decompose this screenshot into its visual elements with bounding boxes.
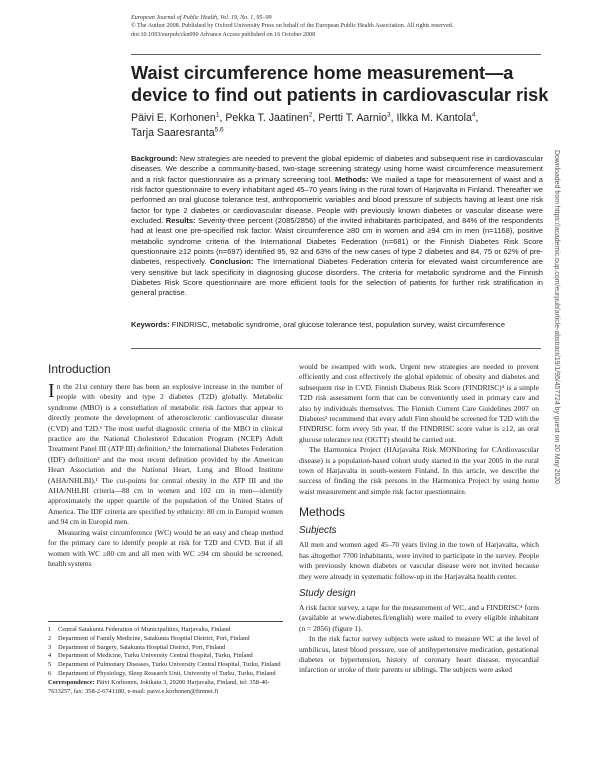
footnote-number: 2 [48,634,52,642]
download-stamp-text: Downloaded from https://academic.oup.com/eurpub/article-abstract/19/1/95/457724 by guest on 20 May 2020 [553,150,560,485]
footnote-text: Department of Medicine, Turku University Central Hospital, Turku, Finland [58,652,253,660]
abstract-methods-label: Methods: [334,174,369,184]
author-name: Ilkka M. Kantola [396,112,472,124]
drop-cap: I [48,380,55,402]
author-affiliation: 1 [215,111,220,119]
correspondence-label: Correspondence: [48,678,95,686]
footnote-text: Department of Pulmonary Diseases, Turku University Central Hospital, Turku, Finland [58,661,281,669]
footnote-text: Department of Surgery, Satakunta Hospital District, Pori, Finland [58,643,226,651]
methods-heading: Methods [299,505,346,520]
intro-paragraph: would be swamped with work. Urgent new strategies are needed to prevent efficiently and cost effectively the global epidemic of obesity and diabetes and subsequent rise in CVD. Finnish Diabetes Risk Score (FINDRISC)⁴ is a simple T2D risk assessment form that can be conveniently used in primary care and also by individuals themselves. The Finnish Current Care Guidelines 2007 on Diabetes⁵ recommend that every adult Finn should be screened for T2D with the FINDRISC form every 5th year. If the FINDRISC score value is ≥12, an oral glucose tolerance test (OGTT) should be carried out. [299,362,539,444]
author-name: Pertti T. Aarnio [318,112,387,124]
study-design-paragraph: A risk factor survey, a tape for the measurement of WC, and a FINDRISC⁴ form (available at www.diabetes.fi/english) were mailed to every eligible inhabitant (n = 2856) (figure 1). [299,602,539,633]
abstract-conclusion-label: Conclusion: [209,257,254,267]
correspondence [48,679,283,697]
footnote [48,670,283,679]
footnote-number: 3 [48,643,52,651]
author-list: Päivi E. Korhonen$^1$, Pekka T. Jaatinen$^2$, Pertti T. Aarnio$^3$, Ilkka M. Kantola$^4$, Tarja Saaresranta$^{5,6}$ [131,111,479,139]
study-design-paragraph: In the risk factor survey subjects were asked to measure WC at the level of umbilicus, latest blood pressure, use of antihypertensive medication, gestational diabetes or hypertension, history of coronary heart disease, myocardial infarction or stroke of their parents or siblings. The subjects were asked [299,634,539,675]
author-name: Pekka T. Jaatinen [225,112,309,124]
introduction-heading: Introduction [48,362,111,376]
author-affiliation: 2 [308,111,313,119]
download-stamp [553,150,572,570]
author-name: Päivi E. Korhonen [131,112,216,124]
footnote-number: 4 [48,652,52,660]
footnote-rule [48,621,283,622]
article-title: Waist circumference home measurement—a device to find out patients in cardiovascular risk [131,63,549,105]
left-column [48,362,283,569]
footnote [48,661,283,670]
study-design-heading: Study design [299,587,356,599]
author-affiliation: 4 [471,111,476,119]
subjects-heading: Subjects [299,525,337,537]
affiliation-footnotes [48,626,283,696]
doi-line: doi:10.1093/eurpub/ckn090 Advance Access published on 16 October 2008 [131,31,316,38]
right-column [299,362,539,676]
abstract-methods: We mailed a tape for measurement of waist and a risk factor questionnaire to every inhabitant aged 45–70 years living in the rural town of Harjavalta in Finland. Thereafter we performed an oral glucose tolerance test, anthropometric variables and blood pressure of subjects having at least one risk factor for type 2 diabetes or cardiovascular disease. People with previously known diabetes or vascular disease were excluded. [131,174,543,226]
abstract-results: Seventy-three percent (2085/2856) of the invited inhabitants participated, and 84% of the respondents had at least one pre-specified risk factor. Waist circumference ≥80 cm in women and ≥94 cm in men (n=1168), positive metabolic syndrome criteria of the International Diabetes Federation (n=681) or the Finnish Diabetes Risk Score questionnaire ≥12 points (n=697) identified 95, 92 and 63% of the new cases of type 2 diabetes and 84, 75 or 62% of pre-diabetes, respectively. [131,216,543,267]
footnote-number: 1 [48,626,52,633]
intro-paragraph: Measuring waist circumference (WC) would be an easy and cheap method for the primary care to identify people at risk for T2D and CVD. But if all women with WC ≥80 cm and all men with WC ≥94 cm should be screened, health systems [48,527,283,568]
abstract-background-label: Background: [131,154,178,163]
copyright-line: © The Author 2008. Published by Oxford University Press on behalf of the European Public Health Association. All rights reserved. [131,23,454,30]
footnote-number: 6 [48,669,52,677]
journal-header [131,14,521,39]
footnote [48,626,283,635]
abstract-results-label: Results: [165,216,196,226]
abstract-background: New strategies are needed to prevent the global epidemic of diabetes and subsequent rise in cardiovascular diseases. We describe a community-based, two-stage screening strategy using home waist circumference measurement and a risk factor questionnaire as a primary screening tool. [131,154,543,184]
keywords-list: FINDRISC, metabolic syndrome, oral glucose tolerance test, population survey, waist circumference [171,320,506,329]
abstract-conclusion: The International Diabetes Federation criteria for elevated waist circumference are very sensitive but lack specificity in diagnosing glucose disorders. The criteria for metabolic syndrome and the Finnish Diabetes Risk Score questionnaire are more efficient tools for the selection of patients for further risk stratification in general practise. [131,257,543,298]
footnote-text: Department of Family Medicine, Satakunta Hospital District, Pori, Finland [58,634,250,642]
footnote-number: 5 [48,661,52,669]
author-name: Tarja Saaresranta [131,127,215,139]
correspondence-text: Päivi Korhonen, Jokikatu 3, 29200 Harjavalta, Finland, tel: 358-40-7633257, fax: 358-2-6741180, e-mail: paivi.e.korhonen@fimnet.fi [48,678,270,695]
abstract [131,154,543,299]
journal-citation: European Journal of Public Health, Vol. 19, No. 1, 95–99 [131,15,272,21]
intro-paragraph-text: n the 21st century there has been an explosive increase in the number of people with obesity and type 2 diabetes (T2D) globally. Metabolic syndrome (MBO) is a constellation of metabolic risk factors that appear to directly promote the development of atherosclerotic cardiovascular disease (CVD) and T2D.¹ The most useful diagnostic criteria of the MBO in clinical practice are the National Cholesterol Education Program (NCEP) Adult Treatment Panel III (ATP III) definition,² the International Diabetes Federation (IDF) definition³ and the most recent definition provided by the American Heart Association and the National Heart, Lung and Blood Institute (AHA/NHLBI).¹ The cut-points for central obesity in the ATP III and the AHA/NHLBI criteria—88 cm in women and 102 cm in men—identify approximately the upper quartile of the population of the United States of America. The IDF criteria are specified by ethnicity: 80 cm in Europid women and 94 cm in Europid men. [48,382,283,527]
keywords [131,320,543,330]
author-affiliation: 3 [386,111,391,119]
abstract-rule [131,348,541,349]
footnote [48,652,283,661]
footnote [48,635,283,644]
intro-paragraph: The Harmonica Project (HArjavalta Risk MONItoring for CArdiovascular disease) is a population-based cohort study started in the year 2005 in the rural town of Harjavalta in south-western Finland. In this article, we describe the success of finding the risk persons in the Harmonica Project by using home waist measurement and simple risk factor questionnaire. [299,445,539,496]
intro-paragraph [48,382,283,528]
subjects-paragraph: All men and women aged 45–70 years living in the town of Harjavalta, which has altogether 7700 inhabitants, were invited to participate in the survey. People with previously known diabetes or vascular disease were not invited because they were already in systematic follow-up in the Harjavalta health center. [299,540,539,581]
keywords-label: Keywords: [131,320,170,329]
author-affiliation: 5,6 [214,126,224,134]
footnote-text: Central Satakunta Federation of Municipalities, Harjavalta, Finland [58,626,231,633]
footnote [48,644,283,653]
footnote-text: Department of Physiology, Sleep Research Unit, University of Turku, Turku, Finland [58,669,276,677]
header-rule [131,54,541,55]
